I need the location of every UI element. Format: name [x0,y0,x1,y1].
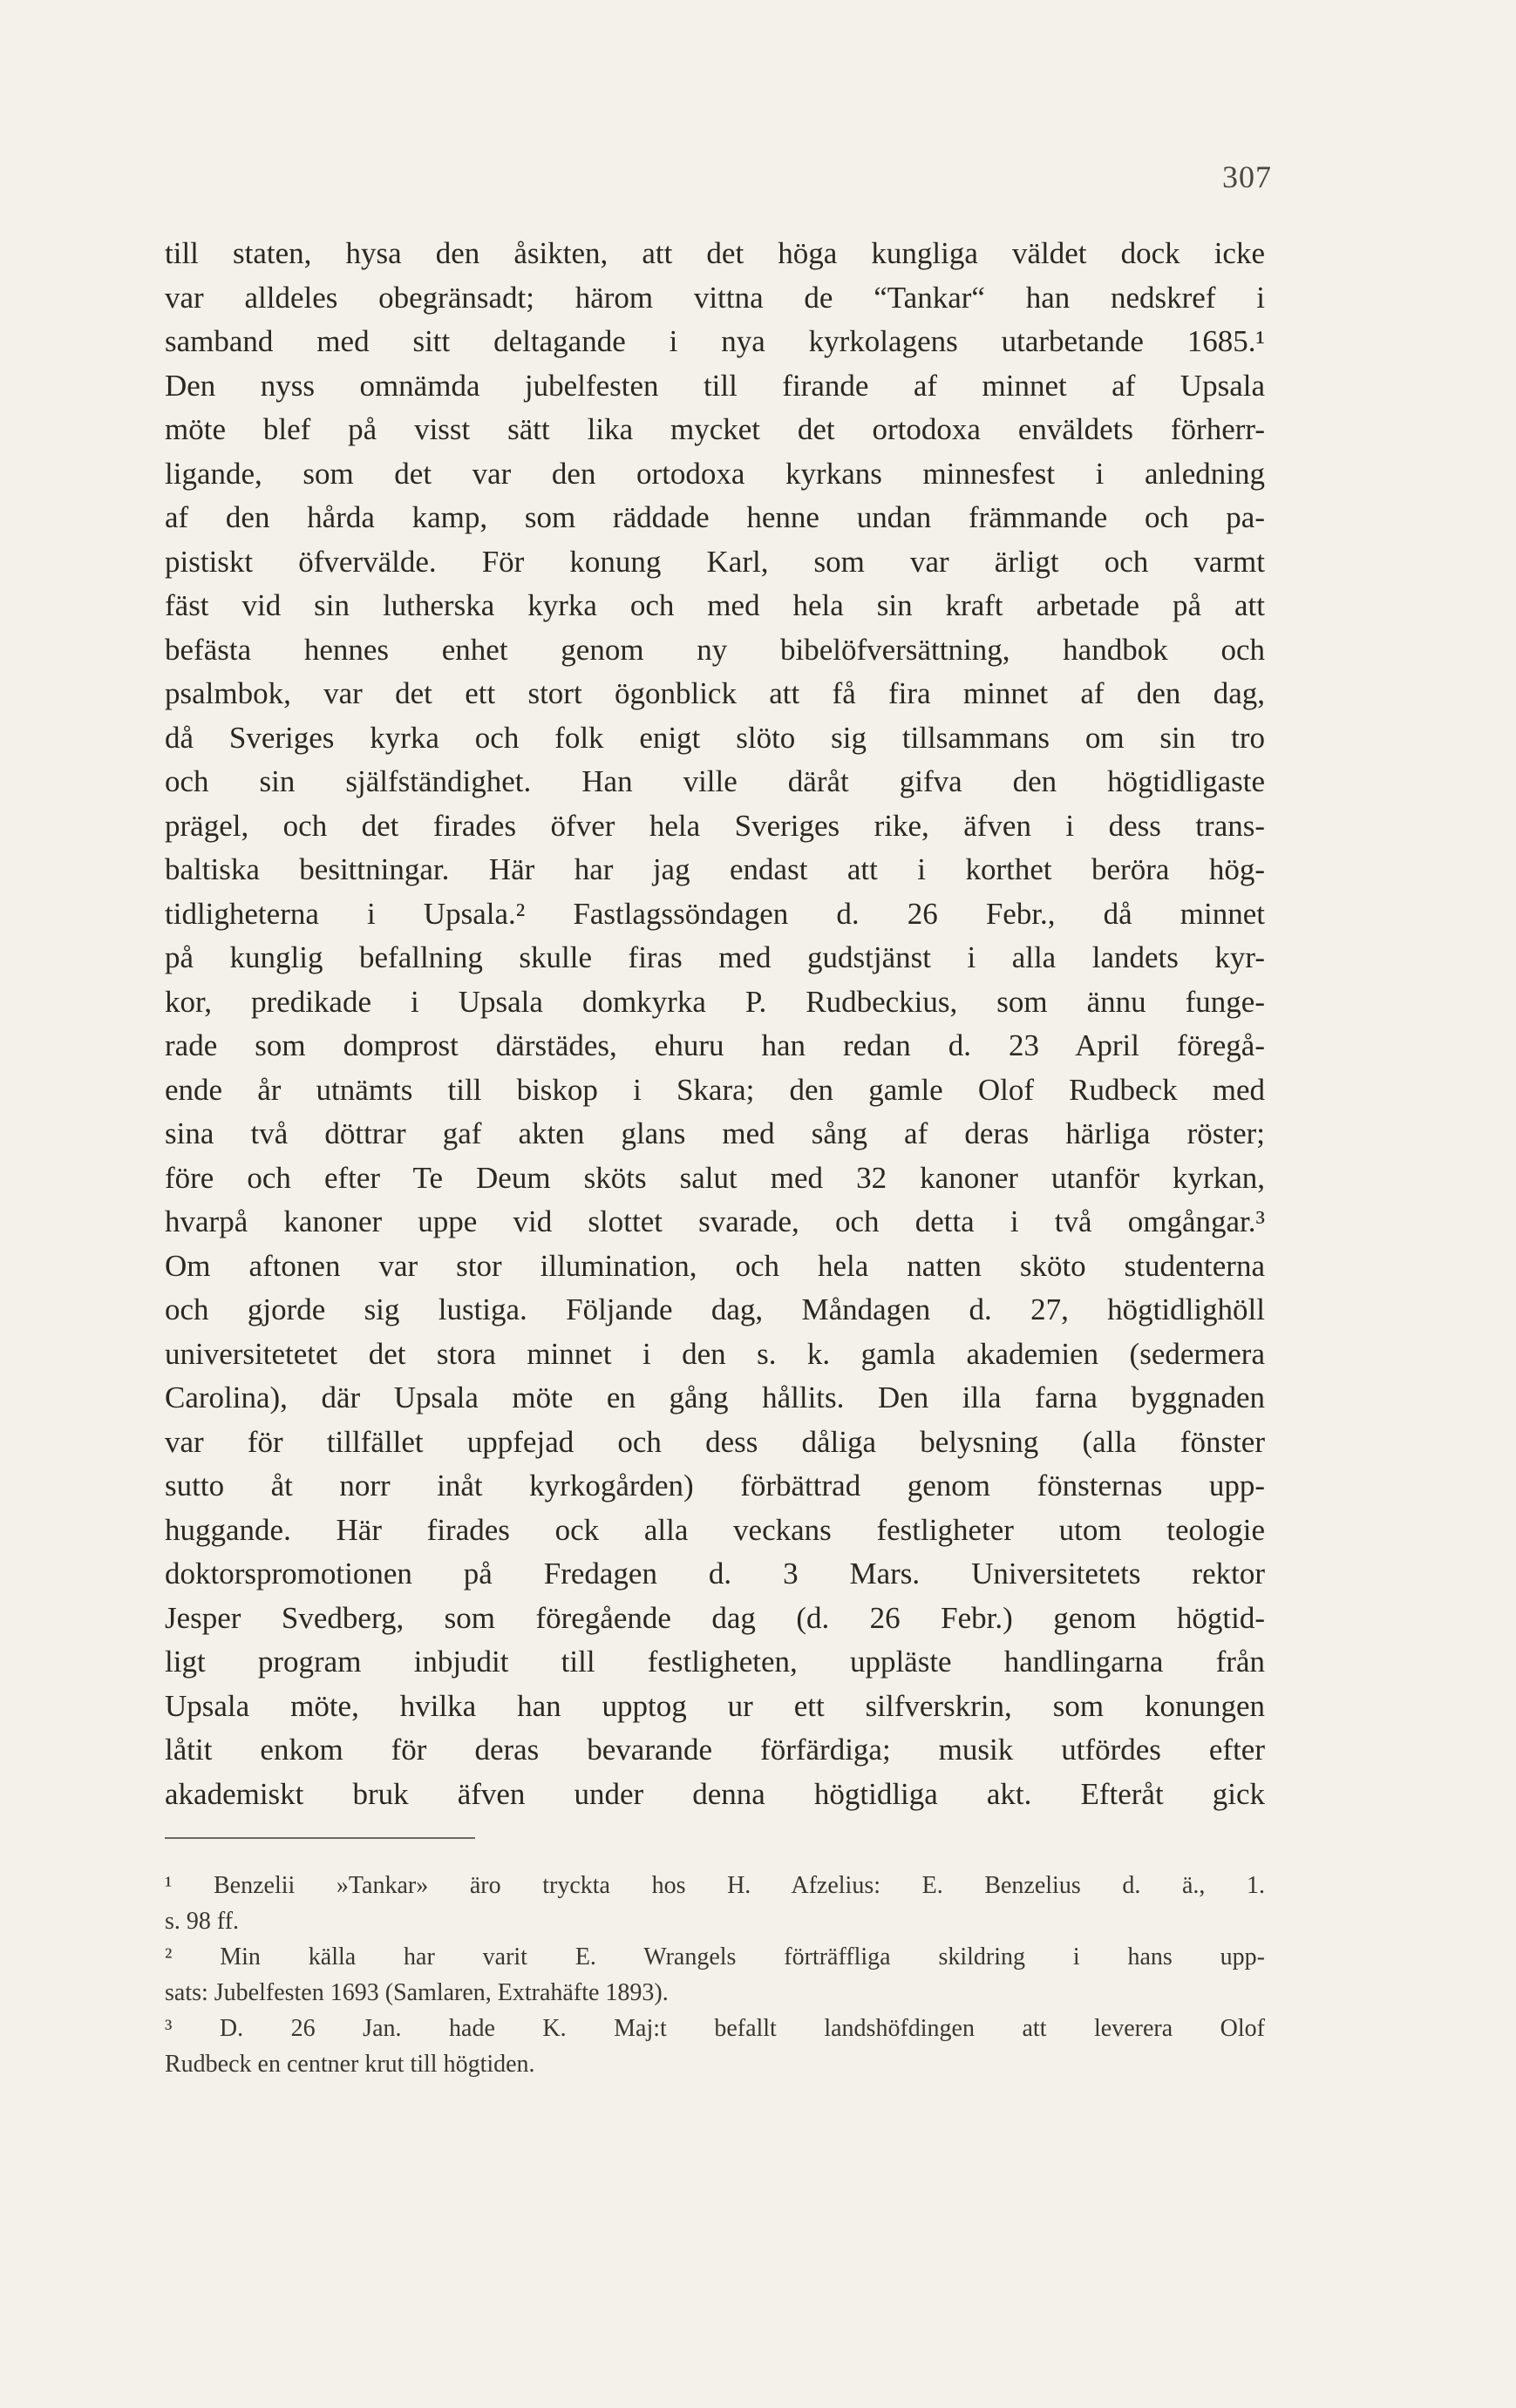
body-text [165,232,1265,1816]
text-line: Carolina), där Upsala möte en gång hållits. Den illa farna byggnaden [165,1380,1265,1414]
text-line: hvarpå kanoner uppe vid slottet svarade, och detta i två omgångar.³ [165,1204,1265,1238]
text-line: ligt program inbjudit till festligheten, uppläste handlingarna från [165,1645,1265,1679]
text-line: af den hårda kamp, som räddade henne undan främmande och pa- [165,500,1265,534]
text-line: psalmbok, var det ett stort ögonblick att få fira minnet af den dag, [165,676,1265,710]
page-number: 307 [1222,159,1272,194]
text-line: kor, predikade i Upsala domkyrka P. Rudbeckius, som ännu funge- [165,984,1265,1019]
text-line: rade som domprost därstädes, ehuru han redan d. 23 April föregå- [165,1028,1265,1062]
text-line: ligande, som det var den ortodoxa kyrkans minnesfest i anledning [165,456,1265,491]
text-line: prägel, och det firades öfver hela Sveriges rike, äfven i dess trans- [165,808,1265,843]
text-line: fäst vid sin lutherska kyrka och med hela sin kraft arbetade på att [165,588,1265,622]
text-line: och gjorde sig lustiga. Följande dag, Måndagen d. 27, högtidlighöll [165,1292,1265,1326]
text-line: på kunglig befallning skulle firas med gudstjänst i alla landets kyr- [165,940,1265,974]
text-line: till staten, hysa den åsikten, att det höga kungliga väldet dock icke [165,236,1265,270]
text-line: ende år utnämts till biskop i Skara; den gamle Olof Rudbeck med [165,1072,1265,1107]
footnote-line: ³ D. 26 Jan. hade K. Maj:t befallt landshöfdingen att leverera Olof [165,2015,1265,2042]
text-line: låtit enkom för deras bevarande förfärdiga; musik utfördes efter [165,1733,1265,1767]
text-line: före och efter Te Deum sköts salut med 32 kanoner utanför kyrkan, [165,1160,1265,1195]
text-line: Upsala möte, hvilka han upptog ur ett silfverskrin, som konungen [165,1688,1265,1723]
footnote-divider [165,1837,475,1839]
text-line: akademiskt bruk äfven under denna högtidliga akt. Efteråt gick [165,1776,1265,1811]
footnote-line: sats: Jubelfesten 1693 (Samlaren, Extrahäfte 1893). [165,1979,669,2006]
footnote-line: ² Min källa har varit E. Wrangels förträffliga skildring i hans upp- [165,1943,1265,1970]
footnotes [165,1868,1265,2082]
text-line: var alldeles obegränsadt; härom vittna de “Tankar“ han nedskref i [165,280,1265,315]
text-line: Jesper Svedberg, som föregående dag (d. 26 Febr.) genom högtid- [165,1600,1265,1635]
text-line: samband med sitt deltagande i nya kyrkolagens utarbetande 1685.¹ [165,324,1265,358]
text-line: möte blef på visst sätt lika mycket det ortodoxa enväldets förherr- [165,412,1265,446]
footnote-line: ¹ Benzelii »Tankar» äro tryckta hos H. Afzelius: E. Benzelius d. ä., 1. [165,1872,1265,1899]
footnote-line: Rudbeck en centner krut till högtiden. [165,2051,535,2078]
text-line: Om aftonen var stor illumination, och hela natten sköto studenterna [165,1248,1265,1283]
text-line: befästa hennes enhet genom ny bibelöfversättning, handbok och [165,632,1265,667]
text-line: sutto åt norr inåt kyrkogården) förbättrad genom fönsternas upp- [165,1469,1265,1502]
text-line: pistiskt öfvervälde. För konung Karl, som var ärligt och varmt [165,544,1265,579]
footnote-line: s. 98 ff. [165,1908,240,1935]
text-line: universitetetet det stora minnet i den s. k. gamla akademien (sedermera [165,1336,1265,1371]
text-line: Den nyss omnämda jubelfesten till firande af minnet af Upsala [165,368,1265,403]
text-line: och sin själfständighet. Han ville däråt gifva den högtidligaste [165,764,1265,798]
text-line: baltiska besittningar. Här har jag endast att i korthet beröra hög- [165,852,1265,886]
text-line: då Sveriges kyrka och folk enigt slöto sig tillsammans om sin tro [165,720,1265,755]
text-line: sina två döttrar gaf akten glans med sång af deras härliga röster; [165,1116,1265,1150]
text-line: tidligheterna i Upsala.² Fastlagssöndagen d. 26 Febr., då minnet [165,896,1265,931]
text-line: doktorspromotionen på Fredagen d. 3 Mars. Universitetets rektor [165,1557,1265,1591]
text-line: var för tillfället uppfejad och dess dåliga belysning (alla fönster [165,1424,1265,1459]
text-line: huggande. Här firades ock alla veckans festligheter utom teologie [165,1512,1265,1547]
